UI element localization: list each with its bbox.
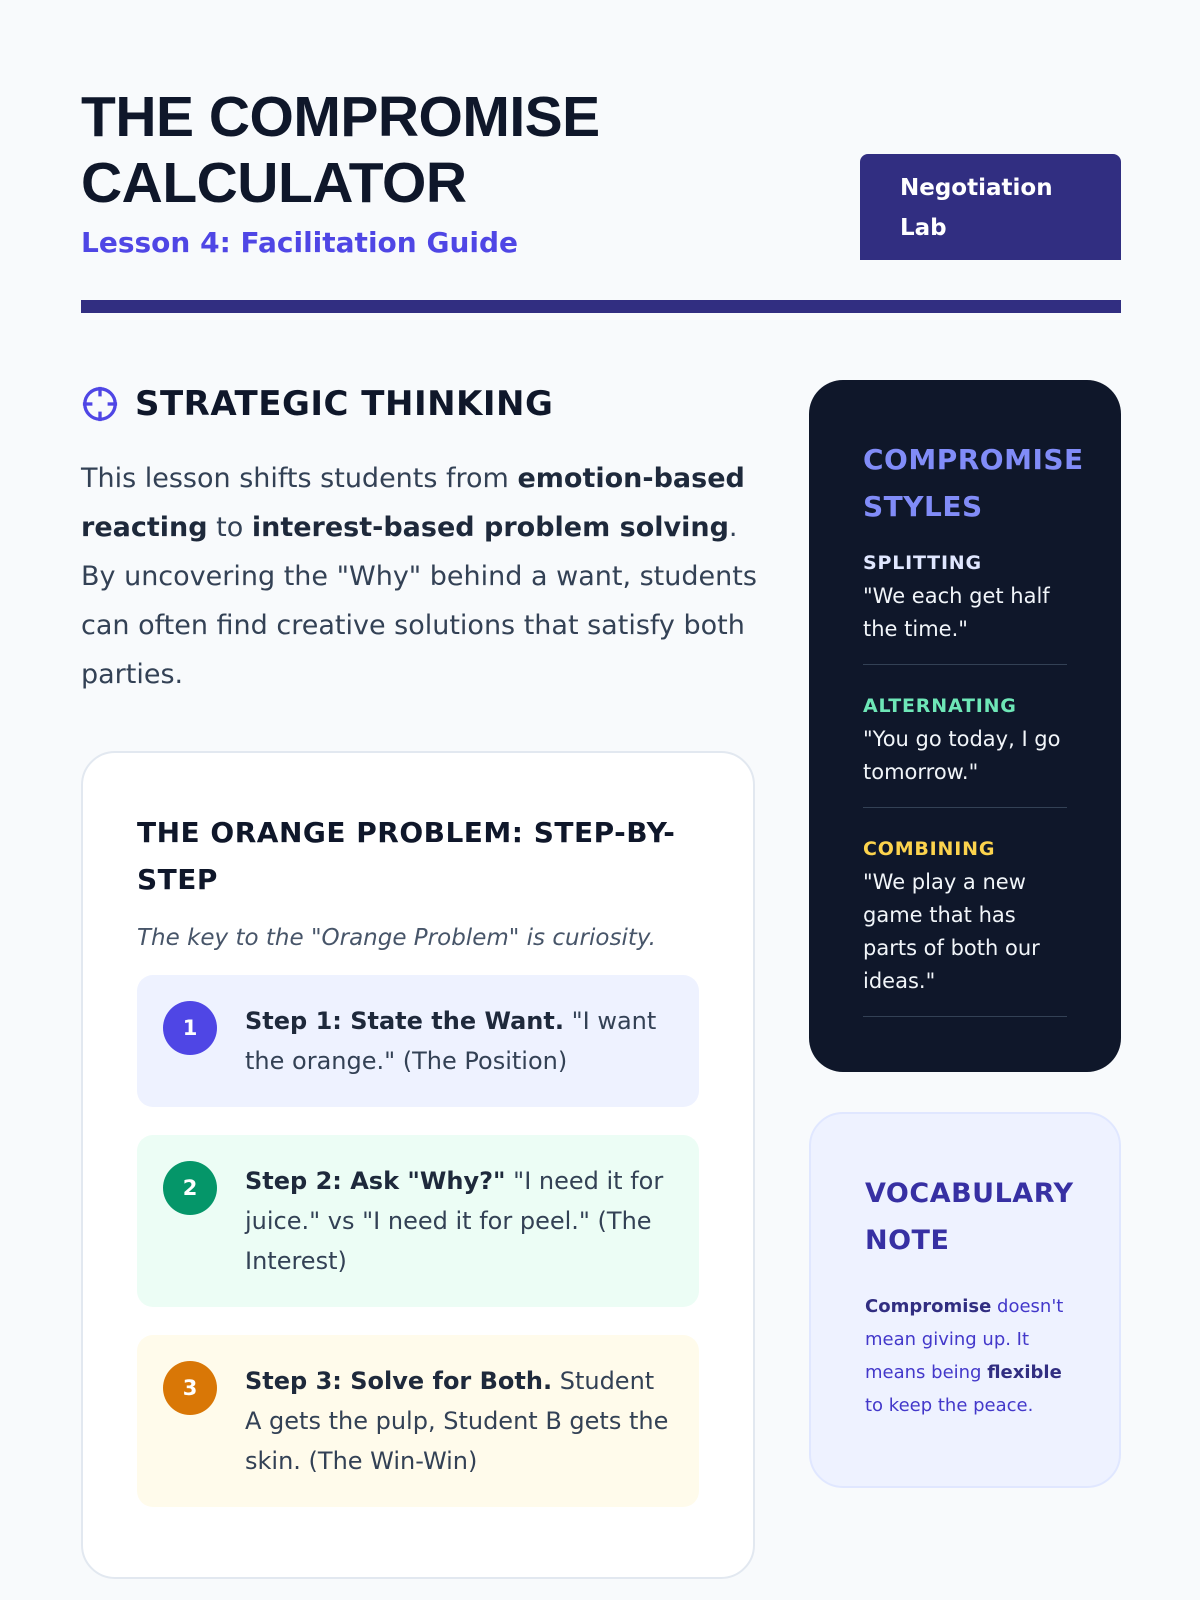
style-label: SPLITTING [863, 552, 982, 574]
step-text [245, 1001, 673, 1081]
style-label: ALTERNATING [863, 695, 1017, 717]
step-number-badge: 2 [163, 1161, 217, 1215]
orange-title: THE ORANGE PROBLEM: STEP-BY-STEP [137, 816, 676, 896]
header-divider [81, 300, 1121, 313]
strategic-intro [81, 454, 771, 699]
page-subtitle: Lesson 4: Facilitation Guide [81, 226, 519, 259]
intro-text: to [207, 512, 252, 543]
vocab-term: Compromise [865, 1296, 992, 1317]
vocab-text [865, 1290, 1065, 1422]
intro-text: This lesson shifts students from [81, 463, 518, 494]
step-item [137, 1335, 699, 1507]
style-quote: "We play a new game that has parts of both our ideas." [863, 870, 1040, 993]
style-label: COMBINING [863, 838, 996, 860]
target-icon [81, 385, 119, 423]
strategic-heading [81, 384, 553, 424]
vocab-title: VOCABULARY NOTE [865, 1178, 1074, 1256]
lab-badge: Negotiation Lab [860, 154, 1121, 260]
vocabulary-note-card [809, 1112, 1121, 1488]
vocab-body: doesn't mean giving up. It means being [865, 1296, 1064, 1383]
style-item [863, 695, 1067, 808]
step-body: "I want the orange." (The Position) [245, 1007, 657, 1075]
step-heading: Step 3: Solve for Both. [245, 1367, 553, 1395]
page-header [81, 84, 1121, 314]
step-item [137, 975, 699, 1107]
step-heading: Step 1: State the Want. [245, 1007, 564, 1035]
step-number-badge: 1 [163, 1001, 217, 1055]
intro-emphasis: emotion-based reacting [81, 463, 745, 543]
style-item [863, 838, 1067, 1017]
orange-problem-card [81, 751, 755, 1579]
orange-subtitle: The key to the "Orange Problem" is curiosity. [137, 925, 656, 951]
vocab-term: flexible [987, 1362, 1062, 1383]
step-item [137, 1135, 699, 1307]
step-heading: Step 2: Ask "Why?" [245, 1167, 506, 1195]
intro-emphasis: interest-based problem solving [251, 512, 729, 543]
style-item [863, 552, 1067, 665]
styles-title: COMPROMISE STYLES [863, 443, 1084, 523]
page-title: THE COMPROMISE CALCULATOR [81, 85, 600, 215]
step-text [245, 1361, 673, 1481]
style-quote: "You go today, I go tomorrow." [863, 727, 1061, 784]
step-text [245, 1161, 673, 1281]
step-body: "I need it for juice." vs "I need it for peel." (The Interest) [245, 1167, 664, 1275]
compromise-styles-card [809, 380, 1121, 1072]
step-number-badge: 3 [163, 1361, 217, 1415]
strategic-title: STRATEGIC THINKING [135, 384, 554, 424]
vocab-body: to keep the peace. [865, 1395, 1034, 1416]
step-body: Student A gets the pulp, Student B gets the skin. (The Win-Win) [245, 1367, 669, 1475]
intro-text: . By uncovering the "Why" behind a want, students can often find creative solutions that satisfy both parties. [81, 512, 757, 690]
style-quote: "We each get half the time." [863, 584, 1050, 641]
